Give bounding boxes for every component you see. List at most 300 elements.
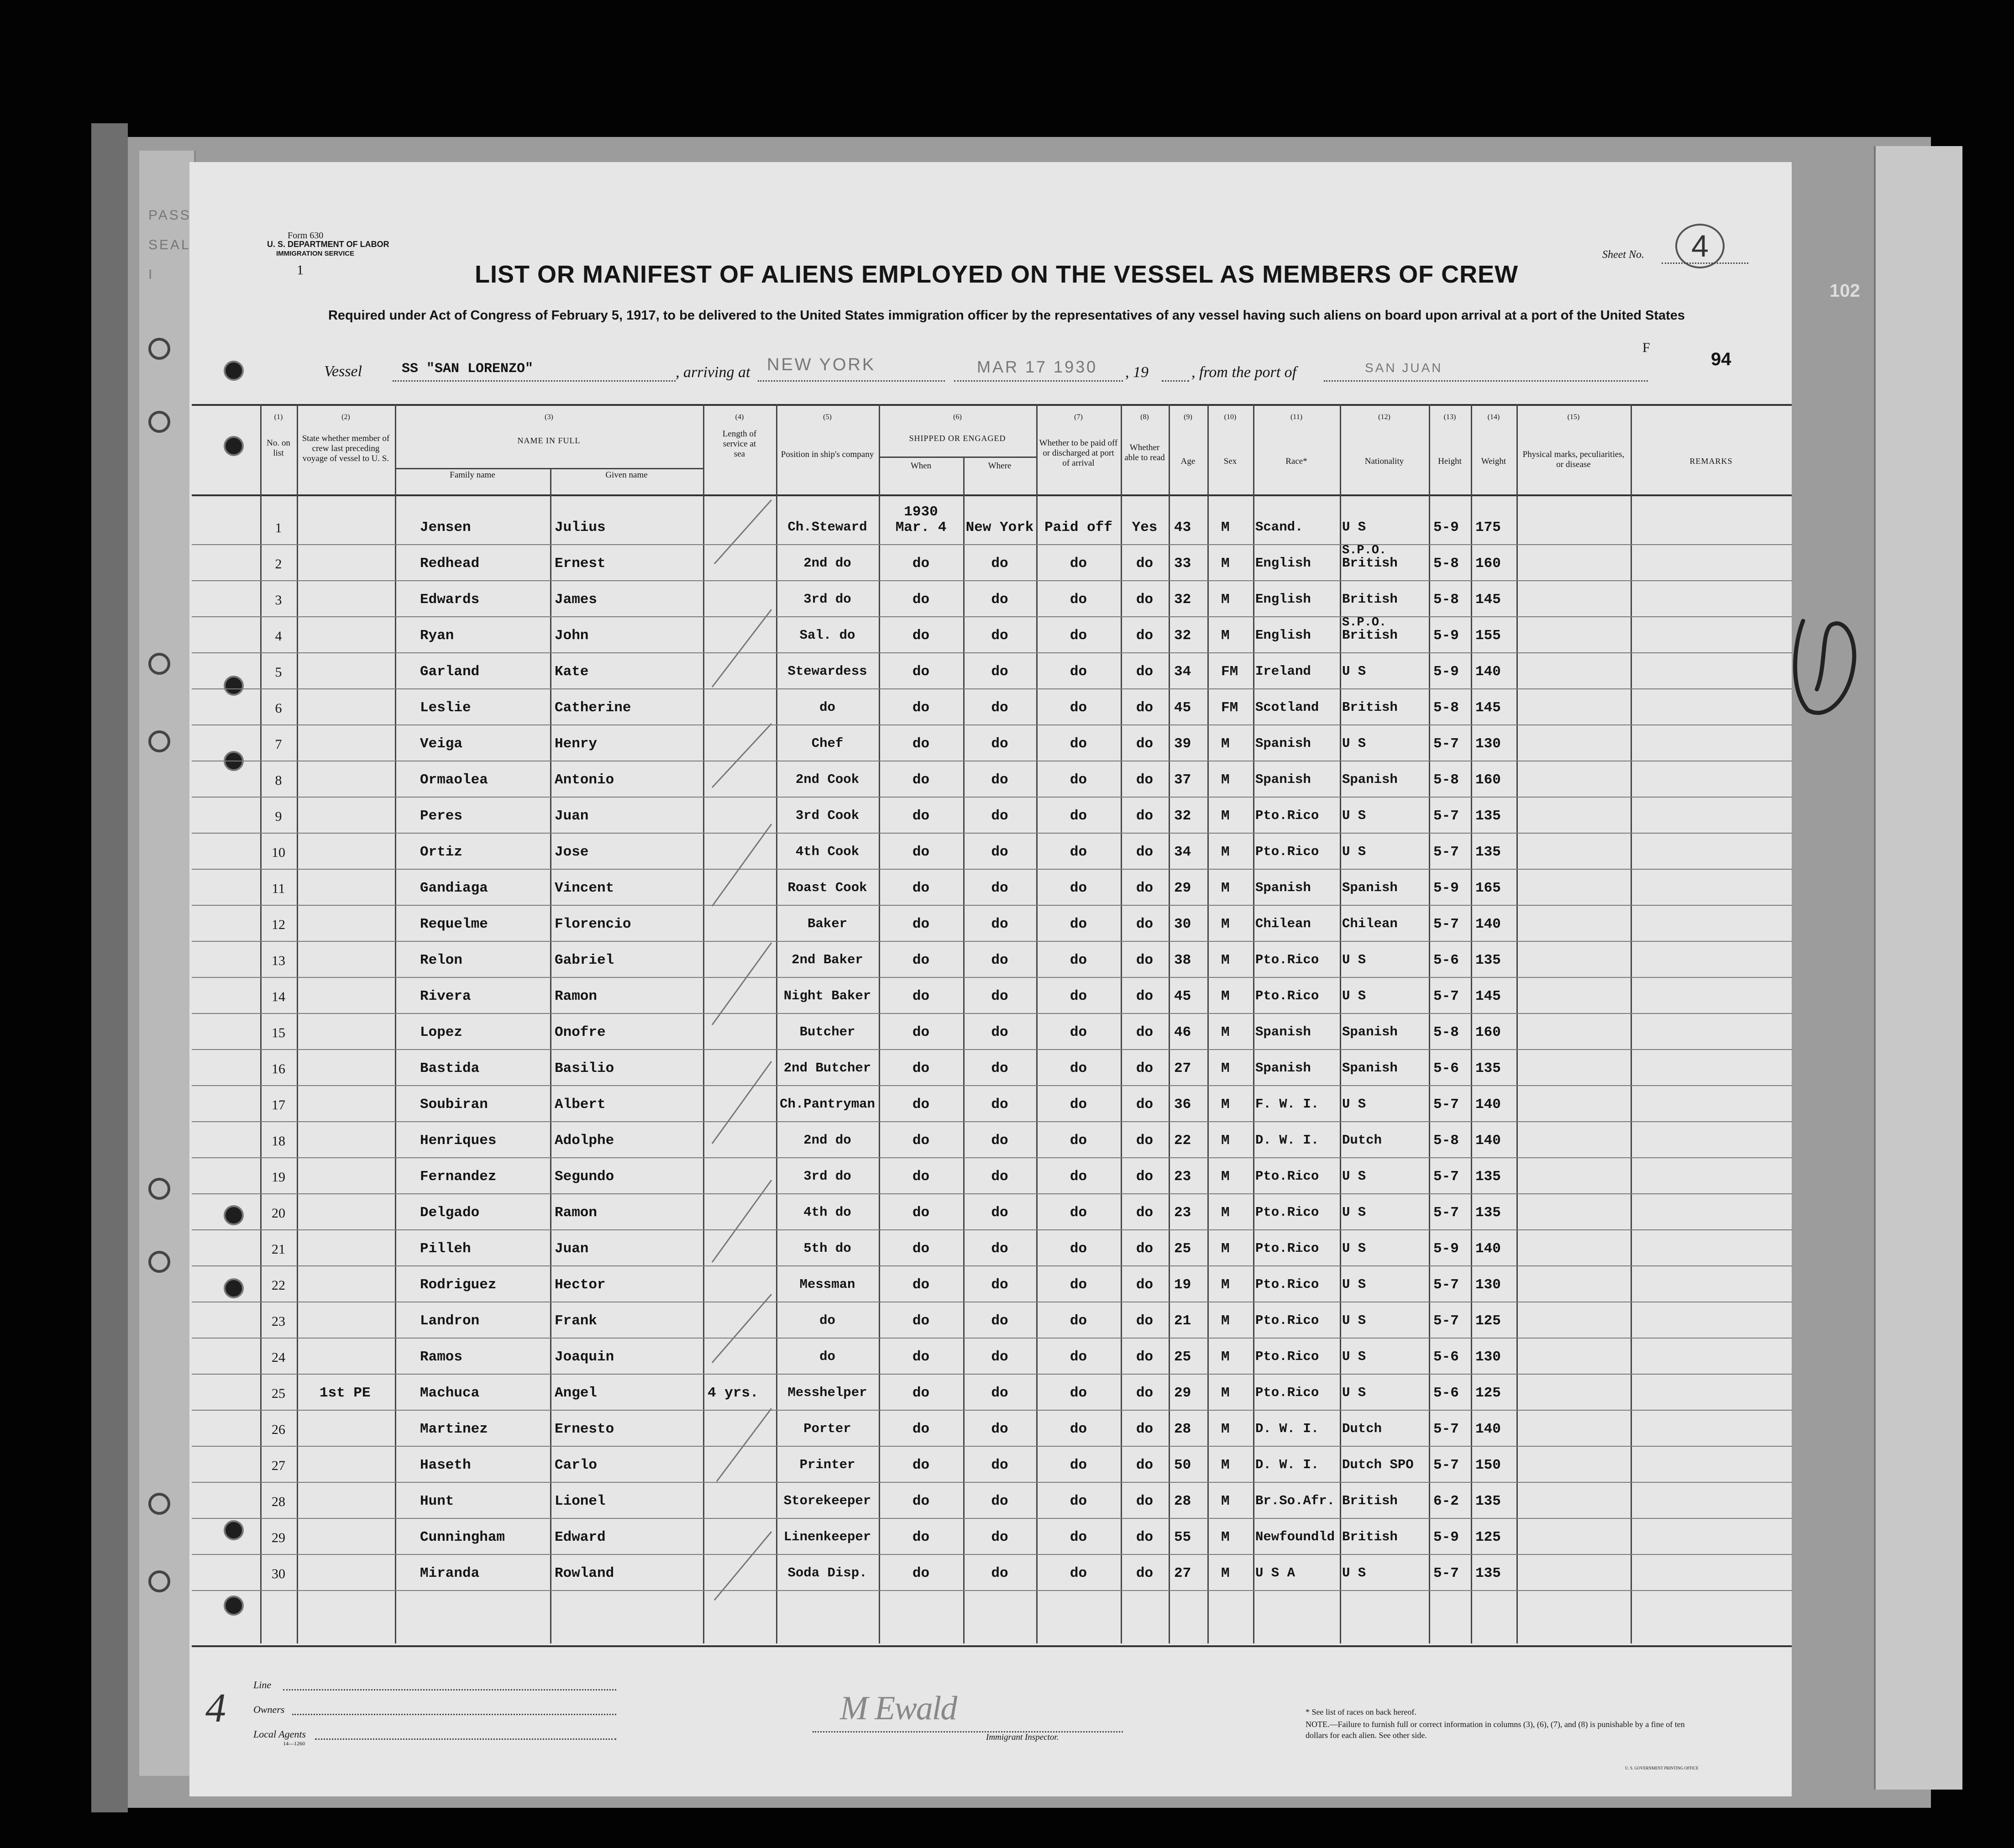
height-cell: 5-8 — [1433, 772, 1459, 788]
row-rule — [192, 688, 1792, 689]
sheet-number-circle — [1675, 224, 1725, 268]
where-cell: do — [991, 736, 1008, 752]
margin-pencil-mark — [1789, 607, 1862, 726]
weight-cell: 165 — [1475, 880, 1501, 896]
col-header-length: Length of service at sea — [722, 429, 757, 459]
col-header-given: Given name — [605, 470, 648, 480]
age-cell: 28 — [1174, 1421, 1191, 1437]
col-number: (11) — [1290, 413, 1303, 421]
race-cell: D. W. I. — [1255, 1133, 1319, 1148]
sex-cell: M — [1221, 556, 1230, 572]
sex-cell: M — [1221, 1205, 1230, 1221]
read-cell: do — [1136, 988, 1154, 1004]
nationality-cell: Dutch — [1342, 1421, 1382, 1436]
where-cell: do — [991, 952, 1008, 968]
where-cell: do — [991, 592, 1008, 608]
weight-cell: 125 — [1475, 1385, 1501, 1401]
row-number: 8 — [275, 773, 282, 788]
where-cell: do — [991, 1241, 1008, 1257]
family-name-cell: Edwards — [420, 592, 480, 608]
given-name-cell: Juan — [555, 808, 589, 824]
family-name-cell: Requelme — [420, 916, 488, 932]
read-cell: Yes — [1132, 520, 1158, 536]
row-number: 23 — [272, 1314, 285, 1329]
race-cell: Chilean — [1255, 916, 1311, 931]
read-cell: do — [1136, 808, 1154, 824]
sex-cell: M — [1221, 1493, 1230, 1509]
races-note: * See list of races on back hereof. — [1306, 1707, 1416, 1717]
sex-cell: FM — [1221, 700, 1238, 716]
position-cell: 3rd Cook — [795, 808, 860, 823]
read-cell: do — [1136, 1024, 1154, 1040]
col-header-read: Whether able to read — [1124, 443, 1165, 462]
family-name-cell: Redhead — [420, 556, 480, 572]
when-cell: do — [912, 988, 930, 1004]
family-name-cell: Miranda — [420, 1565, 480, 1581]
when-cell: do — [912, 1241, 930, 1257]
nationality-cell: Spanish — [1342, 772, 1398, 787]
race-cell: F. W. I. — [1255, 1097, 1319, 1112]
row-rule — [192, 1193, 1792, 1194]
paid-off-cell: do — [1070, 1277, 1087, 1293]
weight-cell: 135 — [1475, 1205, 1501, 1221]
height-cell: 5-7 — [1433, 1097, 1459, 1113]
paid-off-cell: do — [1070, 1205, 1087, 1221]
age-cell: 29 — [1174, 880, 1191, 896]
position-cell: 2nd Baker — [792, 952, 863, 967]
row-rule — [192, 580, 1792, 581]
length-cell: 4 yrs. — [708, 1385, 759, 1401]
where-cell: do — [991, 808, 1008, 824]
where-cell: do — [991, 988, 1008, 1004]
weight-cell: 130 — [1475, 736, 1501, 752]
sex-cell: M — [1221, 1529, 1230, 1545]
sex-cell: M — [1221, 1024, 1230, 1040]
arrival-date: MAR 17 1930 — [977, 357, 1098, 376]
row-rule — [192, 1157, 1792, 1158]
position-cell: Storekeeper — [783, 1493, 871, 1508]
vessel-line — [393, 380, 676, 382]
paid-off-cell: do — [1070, 1060, 1087, 1076]
row-number: 16 — [272, 1061, 285, 1076]
col-rule — [1471, 404, 1472, 1643]
nationality-cell: Dutch — [1342, 1133, 1382, 1148]
col-header-state: State whether member of crew last preceding voyage of vessel to U. S. — [302, 434, 390, 463]
row-number: 24 — [272, 1350, 285, 1365]
height-cell: 5-8 — [1433, 700, 1459, 716]
row-number: 17 — [272, 1097, 285, 1113]
read-cell: do — [1136, 1241, 1154, 1257]
position-cell: do — [819, 1313, 835, 1328]
read-cell: do — [1136, 880, 1154, 896]
paid-off-cell: do — [1070, 952, 1087, 968]
height-cell: 5-7 — [1433, 736, 1459, 752]
nationality-cell: U S — [1342, 1277, 1366, 1292]
row-number: 18 — [272, 1134, 285, 1149]
race-cell: Spanish — [1255, 1060, 1311, 1076]
arriving-label: , arriving at — [676, 364, 750, 381]
row-rule — [192, 797, 1792, 798]
position-cell: Roast Cook — [787, 880, 867, 895]
age-cell: 27 — [1174, 1060, 1191, 1076]
when-cell: do — [912, 772, 930, 788]
when-cell: do — [912, 592, 930, 608]
race-cell: Spanish — [1255, 880, 1311, 895]
given-name-cell: Lionel — [555, 1493, 606, 1509]
age-cell: 27 — [1174, 1565, 1191, 1581]
where-cell: do — [991, 1060, 1008, 1076]
nationality-note-cell: S.P.O. — [1342, 544, 1387, 557]
family-name-cell: Rivera — [420, 988, 471, 1004]
row-number: 30 — [272, 1566, 285, 1581]
position-cell: Stewardess — [787, 664, 867, 679]
row-number: 1 — [275, 520, 282, 536]
sex-cell: M — [1221, 844, 1230, 860]
where-cell: do — [991, 1097, 1008, 1113]
when-cell: do — [912, 664, 930, 680]
row-rule — [192, 1085, 1792, 1086]
nationality-cell: U S — [1342, 844, 1366, 859]
where-cell: do — [991, 1205, 1008, 1221]
sex-cell: M — [1221, 880, 1230, 896]
position-cell: Linenkeeper — [783, 1529, 871, 1544]
race-cell: Pto.Rico — [1255, 844, 1319, 859]
race-cell: Spanish — [1255, 1024, 1311, 1040]
row-rule — [192, 616, 1792, 617]
given-name-cell: Catherine — [555, 700, 631, 716]
col-rule — [879, 404, 880, 1643]
row-number: 3 — [275, 593, 282, 608]
family-name-cell: Ryan — [420, 628, 454, 644]
height-cell: 5-7 — [1433, 1205, 1459, 1221]
nationality-cell: U S — [1342, 1313, 1366, 1328]
family-name-cell: Ormaolea — [420, 772, 488, 788]
paid-off-cell: do — [1070, 1097, 1087, 1113]
row-number: 12 — [272, 917, 285, 932]
col-header-sex: Sex — [1223, 457, 1237, 466]
position-cell: Butcher — [799, 1024, 855, 1040]
position-cell: Ch.Steward — [787, 520, 867, 535]
where-cell: do — [991, 628, 1008, 644]
paid-off-cell: do — [1070, 1349, 1087, 1365]
year-line — [1162, 380, 1189, 382]
local-agents-code: 14—1260 — [283, 1740, 305, 1747]
col-rule — [776, 404, 777, 1643]
paid-off-cell: do — [1070, 1169, 1087, 1185]
position-cell: Ch.Pantryman — [780, 1097, 875, 1112]
length-column-strokes — [703, 495, 776, 1609]
given-name-cell: Juan — [555, 1241, 589, 1257]
age-cell: 19 — [1174, 1277, 1191, 1293]
where-cell: do — [991, 700, 1008, 716]
where-cell: do — [991, 664, 1008, 680]
row-rule — [192, 1265, 1792, 1266]
nationality-cell: British — [1342, 628, 1398, 643]
col-rule — [1429, 404, 1430, 1643]
when-cell: do — [912, 628, 930, 644]
race-cell: Pto.Rico — [1255, 1313, 1319, 1328]
given-name-cell: Albert — [555, 1097, 606, 1113]
col-number: (4) — [735, 413, 744, 421]
weight-cell: 135 — [1475, 844, 1501, 860]
position-cell: Soda Disp. — [787, 1565, 867, 1580]
sex-cell: M — [1221, 520, 1230, 536]
sex-cell: M — [1221, 1169, 1230, 1185]
local-agents-field — [315, 1738, 616, 1740]
nationality-cell: Spanish — [1342, 880, 1398, 895]
given-name-cell: Angel — [555, 1385, 598, 1401]
row-number: 5 — [275, 665, 282, 680]
nationality-cell: Spanish — [1342, 1024, 1398, 1040]
weight-cell: 140 — [1475, 1241, 1501, 1257]
row-number: 6 — [275, 701, 282, 716]
sex-cell: M — [1221, 1241, 1230, 1257]
sheet-number: 4 — [1691, 229, 1709, 263]
paid-off-cell: do — [1070, 1565, 1087, 1581]
read-cell: do — [1136, 1565, 1154, 1581]
row-number: 10 — [272, 845, 285, 860]
when-cell: do — [912, 1349, 930, 1365]
weight-cell: 145 — [1475, 700, 1501, 716]
race-cell: Newfoundld — [1255, 1529, 1335, 1544]
height-cell: 5-8 — [1433, 592, 1459, 608]
weight-cell: 140 — [1475, 916, 1501, 932]
form-number: Form 630 — [288, 231, 324, 241]
race-cell: Pto.Rico — [1255, 1385, 1319, 1400]
sex-cell: M — [1221, 628, 1230, 644]
given-name-cell: Vincent — [555, 880, 614, 896]
race-cell: English — [1255, 628, 1311, 643]
nationality-cell: U S — [1342, 664, 1366, 679]
position-cell: 4th do — [803, 1205, 851, 1220]
weight-cell: 160 — [1475, 1024, 1501, 1040]
sex-cell: M — [1221, 736, 1230, 752]
left-stamp-line-1: PASS — [148, 208, 191, 223]
nationality-cell: U S — [1342, 988, 1366, 1003]
row-number: 27 — [272, 1458, 285, 1473]
position-cell: 4th Cook — [795, 844, 860, 859]
col-header-nationality: Nationality — [1364, 457, 1404, 466]
row-number: 19 — [272, 1170, 285, 1185]
height-cell: 5-8 — [1433, 556, 1459, 572]
height-cell: 5-6 — [1433, 1385, 1459, 1401]
position-cell: Porter — [803, 1421, 851, 1436]
weight-cell: 135 — [1475, 952, 1501, 968]
weight-cell: 175 — [1475, 520, 1501, 536]
height-cell: 5-6 — [1433, 952, 1459, 968]
height-cell: 6-2 — [1433, 1493, 1459, 1509]
race-cell: Scand. — [1255, 520, 1303, 535]
col-number: (1) — [274, 413, 283, 421]
height-cell: 5-8 — [1433, 1133, 1459, 1149]
nationality-cell: U S — [1342, 952, 1366, 967]
read-cell: do — [1136, 628, 1154, 644]
where-cell: New York — [965, 520, 1034, 536]
family-name-cell: Lopez — [420, 1024, 463, 1040]
race-cell: Pto.Rico — [1255, 1169, 1319, 1184]
nationality-cell: Chilean — [1342, 916, 1398, 931]
printing-office: U. S. GOVERNMENT PRINTING OFFICE — [1625, 1766, 1699, 1770]
position-cell: 3rd do — [803, 1169, 851, 1184]
col-rule — [1207, 404, 1209, 1643]
paid-off-cell: do — [1070, 772, 1087, 788]
family-name-cell: Bastida — [420, 1060, 480, 1076]
tick-mark: F — [1642, 340, 1650, 355]
paid-off-cell: do — [1070, 556, 1087, 572]
weight-cell: 130 — [1475, 1349, 1501, 1365]
position-cell: Sal. do — [799, 628, 855, 643]
nationality-cell: British — [1342, 1529, 1398, 1544]
family-name-cell: Cunningham — [420, 1529, 505, 1545]
row-number: 15 — [272, 1025, 285, 1040]
where-cell: do — [991, 1169, 1008, 1185]
age-cell: 33 — [1174, 556, 1191, 572]
col-number: (3) — [545, 413, 553, 421]
age-cell: 32 — [1174, 592, 1191, 608]
given-name-cell: Gabriel — [555, 952, 614, 968]
age-cell: 38 — [1174, 952, 1191, 968]
paid-off-cell: do — [1070, 1457, 1087, 1473]
position-cell: Chef — [811, 736, 844, 751]
position-cell: Messman — [799, 1277, 855, 1292]
corner-mark: 94 — [1711, 349, 1731, 369]
position-cell: Printer — [799, 1457, 855, 1472]
age-cell: 36 — [1174, 1097, 1191, 1113]
binding-ring — [148, 1251, 170, 1273]
col-number: (7) — [1074, 413, 1083, 421]
when-cell: do — [912, 1133, 930, 1149]
height-cell: 5-9 — [1433, 628, 1459, 644]
line-label: Line — [253, 1679, 272, 1690]
sex-cell: M — [1221, 1385, 1230, 1401]
col-rule — [1169, 404, 1170, 1643]
given-name-cell: Ramon — [555, 988, 598, 1004]
height-cell: 5-9 — [1433, 880, 1459, 896]
height-cell: 5-7 — [1433, 916, 1459, 932]
nationality-cell: British — [1342, 592, 1398, 607]
row-rule — [192, 1554, 1792, 1555]
given-name-cell: Edward — [555, 1529, 606, 1545]
when-cell: do — [912, 916, 930, 932]
col-rule — [1631, 404, 1632, 1643]
nationality-note-cell: S.P.O. — [1342, 616, 1387, 630]
given-name-cell: Rowland — [555, 1565, 614, 1581]
nationality-cell: U S — [1342, 1349, 1366, 1364]
height-cell: 5-7 — [1433, 1421, 1459, 1437]
department: U. S. DEPARTMENT OF LABOR — [267, 240, 389, 249]
age-cell: 34 — [1174, 664, 1191, 680]
race-cell: Scotland — [1255, 700, 1319, 715]
age-cell: 23 — [1174, 1169, 1191, 1185]
row-rule — [192, 833, 1792, 834]
col-header-family: Family name — [450, 470, 495, 480]
binding-ring — [148, 411, 170, 433]
row-rule — [192, 1121, 1792, 1122]
arriving-port: NEW YORK — [767, 355, 876, 374]
row-rule — [192, 1013, 1792, 1014]
when-cell: do — [912, 844, 930, 860]
col-rule — [1253, 404, 1254, 1643]
nationality-cell: U S — [1342, 1241, 1366, 1256]
read-cell: do — [1136, 1060, 1154, 1076]
age-cell: 55 — [1174, 1529, 1191, 1545]
where-cell: do — [991, 1024, 1008, 1040]
page-number: 102 — [1830, 281, 1860, 301]
age-cell: 25 — [1174, 1241, 1191, 1257]
paid-off-cell: do — [1070, 1529, 1087, 1545]
race-cell: English — [1255, 556, 1311, 571]
position-cell: Night Baker — [783, 988, 871, 1003]
sex-cell: M — [1221, 1565, 1230, 1581]
where-cell: do — [991, 844, 1008, 860]
row-rule — [192, 1049, 1792, 1050]
col-number: (14) — [1487, 413, 1500, 421]
date-line — [954, 380, 1123, 382]
age-cell: 45 — [1174, 700, 1191, 716]
col-header-name: NAME IN FULL — [517, 436, 581, 445]
paid-off-cell: do — [1070, 1313, 1087, 1329]
paid-off-cell: Paid off — [1044, 520, 1112, 536]
row-rule — [192, 544, 1792, 545]
height-cell: 5-7 — [1433, 1565, 1459, 1581]
col-number: (15) — [1567, 413, 1580, 421]
weight-cell: 145 — [1475, 988, 1501, 1004]
col-number: (9) — [1184, 413, 1192, 421]
family-name-cell: Delgado — [420, 1205, 480, 1221]
age-cell: 37 — [1174, 772, 1191, 788]
race-cell: English — [1255, 592, 1311, 607]
when-cell: do — [912, 1493, 930, 1509]
read-cell: do — [1136, 916, 1154, 932]
arriving-line — [758, 380, 945, 382]
race-cell: Spanish — [1255, 736, 1311, 751]
col-header-remarks: REMARKS — [1689, 457, 1733, 466]
paid-off-cell: do — [1070, 1421, 1087, 1437]
sex-cell: M — [1221, 988, 1230, 1004]
col-number: (2) — [341, 413, 350, 421]
nationality-cell: U S — [1342, 1385, 1366, 1400]
paid-off-cell: do — [1070, 1133, 1087, 1149]
given-name-cell: Hector — [555, 1277, 606, 1293]
paid-off-cell: do — [1070, 736, 1087, 752]
sex-cell: FM — [1221, 664, 1238, 680]
read-cell: do — [1136, 772, 1154, 788]
read-cell: do — [1136, 1097, 1154, 1113]
binding-ring — [148, 338, 170, 360]
family-name-cell: Pilleh — [420, 1241, 471, 1257]
document-subtitle: Required under Act of Congress of February 5, 1917, to be delivered to the United States immigration officer by the representatives of any vessel having such aliens on board upon arrival at a port of the United States — [328, 308, 1685, 323]
weight-cell: 160 — [1475, 772, 1501, 788]
race-cell: Pto.Rico — [1255, 988, 1319, 1003]
row-number: 14 — [272, 989, 285, 1004]
read-cell: do — [1136, 1385, 1154, 1401]
age-cell: 45 — [1174, 988, 1191, 1004]
weight-cell: 135 — [1475, 1169, 1501, 1185]
from-port-line — [1324, 380, 1648, 382]
nationality-cell: Spanish — [1342, 1060, 1398, 1076]
col-number: (10) — [1224, 413, 1237, 421]
nationality-cell: U S — [1342, 1097, 1366, 1112]
position-cell: 2nd do — [803, 556, 851, 571]
punch-hole — [224, 361, 244, 381]
row-rule — [192, 724, 1792, 725]
row-rule — [192, 1338, 1792, 1339]
given-name-cell: Ernesto — [555, 1421, 614, 1437]
given-name-cell: Henry — [555, 736, 598, 752]
sheet-label: Sheet No. — [1602, 249, 1644, 261]
binding-ring — [148, 1493, 170, 1515]
family-name-cell: Jensen — [420, 520, 471, 536]
